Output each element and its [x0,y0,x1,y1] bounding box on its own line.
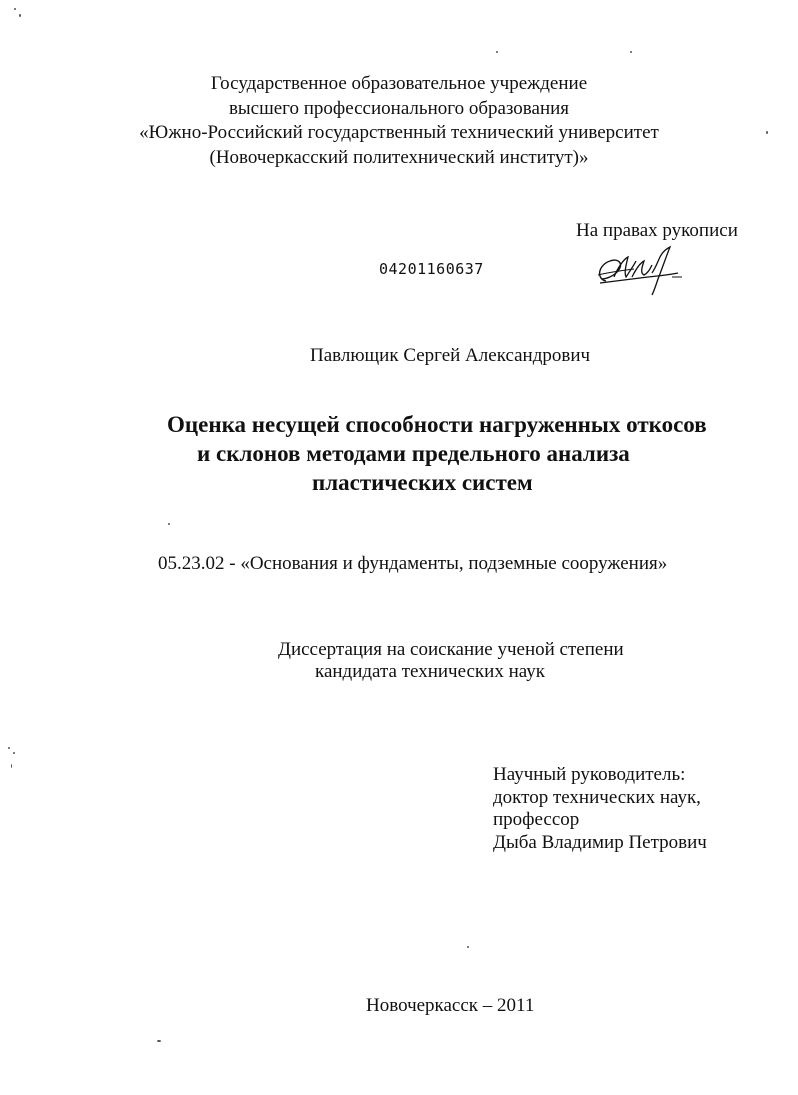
degree-line-2: кандидата технических наук [315,661,545,682]
advisor-rank: профессор [493,809,580,830]
scan-speck [8,747,10,749]
scan-speck [13,752,15,754]
institution-header [0,72,798,170]
scan-speck [157,1040,161,1042]
institution-line-1: Государственное образовательное учреждение [210,73,588,94]
institution-line-3: «Южно-Российский государственный технический университет [139,122,659,143]
handwritten-signature-icon [588,243,683,298]
scan-speck [496,51,498,53]
scan-speck [11,764,12,768]
institution-line-2: высшего профессионального образования [228,97,570,119]
scan-speck [14,8,16,10]
city-year: Новочеркасск – 2011 [366,995,535,1016]
specialty: 05.23.02 - «Основания и фундаменты, подземные сооружения» [158,553,668,574]
advisor-name: Дыба Владимир Петрович [493,831,707,853]
title-line-1: Оценка несущей способности нагруженных откосов [167,412,707,437]
advisor-label: Научный руководитель: [493,764,686,785]
scan-speck [467,946,469,948]
advisor-degree: доктор технических наук, [493,786,701,808]
scan-speck [19,14,21,17]
title-line-2: и склонов методами предельного анализа [197,441,630,466]
advisor-block [493,764,707,854]
rights-note: На правах рукописи [576,220,738,241]
scan-speck [630,51,632,53]
author-name: Павлющик Сергей Александрович [310,345,591,366]
institution-line-4: (Новочеркасский политехнический институт)» [209,146,589,168]
degree-line-1: Диссертация на соискание ученой степени [278,639,624,660]
title-line-3: пластических систем [312,470,533,495]
document-code: 04201160637 [379,260,484,278]
scan-speck [168,523,170,525]
